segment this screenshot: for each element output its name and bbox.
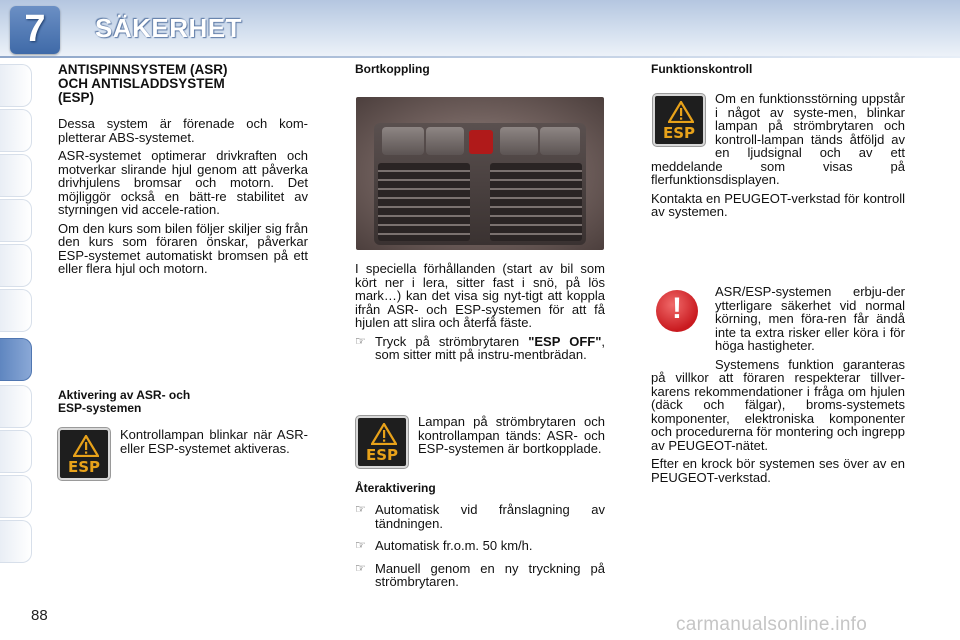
funktionskontroll-heading: Funktionskontroll — [651, 62, 753, 76]
instruction-bullet — [355, 335, 605, 362]
fault-text: Om en funktionsstörning uppstår i något av syste-men, blinkar lampan på strömbrytaren och kontroll-lampan tänds åtföljd av en ljudsignal och av ett meddelande som visas på flerfunktionsdisplayen. — [651, 91, 905, 187]
pointing-hand-icon: ☞ — [355, 502, 366, 516]
section-heading — [58, 63, 308, 105]
exclamation-mark: ! — [672, 292, 682, 325]
middle-column-heading — [355, 63, 605, 76]
chapter-tab-2[interactable] — [0, 109, 32, 152]
console-button — [540, 127, 580, 155]
console-button — [426, 127, 464, 155]
chapter-number: 7 — [24, 8, 46, 50]
lamp-text: Lampan på strömbrytaren och kontrollampan tänds: ASR- och ESP-systemen är bortkopplade. — [418, 414, 605, 456]
chapter-tab-4[interactable] — [0, 199, 32, 242]
hazard-button — [469, 130, 493, 154]
heading-line: Aktivering av ASR- och — [58, 388, 191, 402]
paragraph: Om den kurs som bilen följer skiljer sig från den kurs som föraren önskar, påverkar ESP-systemet automatiskt bromsen på ett eller flera hjul och motorn. — [58, 220, 308, 276]
chapter-tab-9[interactable] — [0, 430, 32, 473]
chapter-tab-6[interactable] — [0, 289, 32, 332]
dashboard-switch-photo — [356, 97, 604, 250]
chapter-title: SÄKERHET — [95, 13, 243, 43]
heading-line: (ESP) — [58, 90, 95, 105]
left-column — [58, 63, 308, 281]
collision-text: Efter en krock bör systemen ses över av en PEUGEOT-verkstad. — [651, 456, 905, 485]
console-button — [382, 127, 424, 155]
paragraph: Dessa system är förenade och kom-pletterar ABS-systemet. — [58, 116, 308, 145]
heading-line: OCH ANTISLADDSYSTEM — [58, 76, 225, 91]
pointing-hand-icon: ☞ — [355, 538, 366, 552]
reactivation-bullet — [355, 539, 605, 553]
reactivation-heading: Återaktivering — [355, 481, 436, 495]
chapter-number-badge — [10, 6, 60, 54]
esp-icon-label: ESP — [365, 446, 399, 464]
air-vent-left — [378, 163, 470, 241]
guarantee-text: Systemens funktion garanteras på villkor att föraren respekterar tillver-karens rekommendationer i fråga om hjulen (däck och fälgar), broms-systemets komponenter, elektroniska komponenter och procedurerna för montering och ingrepp av PEUGEOT-nätet. — [651, 356, 905, 453]
bullet-text: Automatisk vid frånslagning av tändningen. — [375, 502, 605, 531]
esp-warning-icon — [356, 416, 408, 468]
paragraph: I speciella förhållanden (start av bil som kört ner i lera, sitter fast i snö, på lös mark…) kan det visa sig nyt-tigt att koppla ifrån ASR- och ESP-systemen för att få hjulen att slira och återfå fäste. — [355, 261, 605, 330]
chapter-tab-7-active[interactable] — [0, 338, 32, 381]
middle-column-body — [355, 262, 605, 368]
activation-text: Kontrollampan blinkar när ASR- eller ESP-systemet aktiveras. — [120, 427, 308, 456]
reactivation-bullet — [355, 562, 605, 589]
heading-line: ESP-systemen — [58, 401, 142, 415]
page-number: 88 — [31, 607, 48, 624]
activation-heading — [58, 389, 308, 415]
reactivation-bullet — [355, 503, 605, 530]
chapter-header — [0, 0, 960, 58]
bortkoppling-heading: Bortkoppling — [355, 62, 430, 76]
pointing-hand-icon: ☞ — [355, 333, 366, 348]
instruction-text — [375, 335, 605, 362]
pointing-hand-icon: ☞ — [355, 560, 366, 575]
warning-text-block — [651, 285, 905, 489]
bullet-text: Automatisk fr.o.m. 50 km/h. — [375, 538, 533, 553]
icon-float-spacer — [651, 285, 715, 366]
heading-line: ANTISPINNSYSTEM (ASR) — [58, 62, 228, 77]
icon-float-spacer — [651, 92, 715, 160]
activation-text-block — [120, 428, 308, 460]
air-vent-right — [490, 163, 582, 241]
instruction-text-start: Tryck på strömbrytaren — [375, 333, 529, 349]
chapter-tab-1[interactable] — [0, 64, 32, 107]
paragraph: ASR-systemet optimerar drivkraften och motverkar slirande hjul genom att påverka drivhjulens bromsar och motorn. Det möjliggör också en bätt-re stabilitet av styrningen vid accele-ration. — [58, 148, 308, 217]
chapter-tabs — [0, 58, 34, 578]
fault-text-block — [651, 92, 905, 224]
warning-text: ASR/ESP-systemen erbju-der ytterligare säkerhet vid normal körning, men föra-ren får ändå inte ta extra risker eller köra i för höga hastigheter. — [651, 285, 905, 353]
watermark: carmanualsonline.info — [676, 614, 868, 635]
console-button — [500, 127, 538, 155]
chapter-tab-10[interactable] — [0, 475, 32, 518]
bullet-text: Manuell genom en ny tryckning på strömbrytaren. — [375, 560, 605, 589]
esp-off-label: "ESP OFF" — [528, 333, 602, 349]
lamp-text-block — [418, 415, 605, 461]
right-column-heading — [651, 63, 905, 76]
chapter-tab-3[interactable] — [0, 154, 32, 197]
reactivation-section — [355, 482, 605, 595]
chapter-tab-5[interactable] — [0, 244, 32, 287]
esp-icon-label: ESP — [662, 124, 696, 142]
esp-icon-label: ESP — [67, 458, 101, 476]
chapter-tab-8[interactable] — [0, 385, 32, 428]
activation-section — [58, 389, 308, 415]
instruction-text-end: , som sitter mitt på instru-mentbrädan. — [375, 333, 605, 362]
esp-warning-icon — [58, 428, 110, 480]
chapter-tab-11[interactable] — [0, 520, 32, 563]
contact-text: Kontakta en PEUGEOT-verkstad för kontroll av systemen. — [651, 190, 905, 219]
